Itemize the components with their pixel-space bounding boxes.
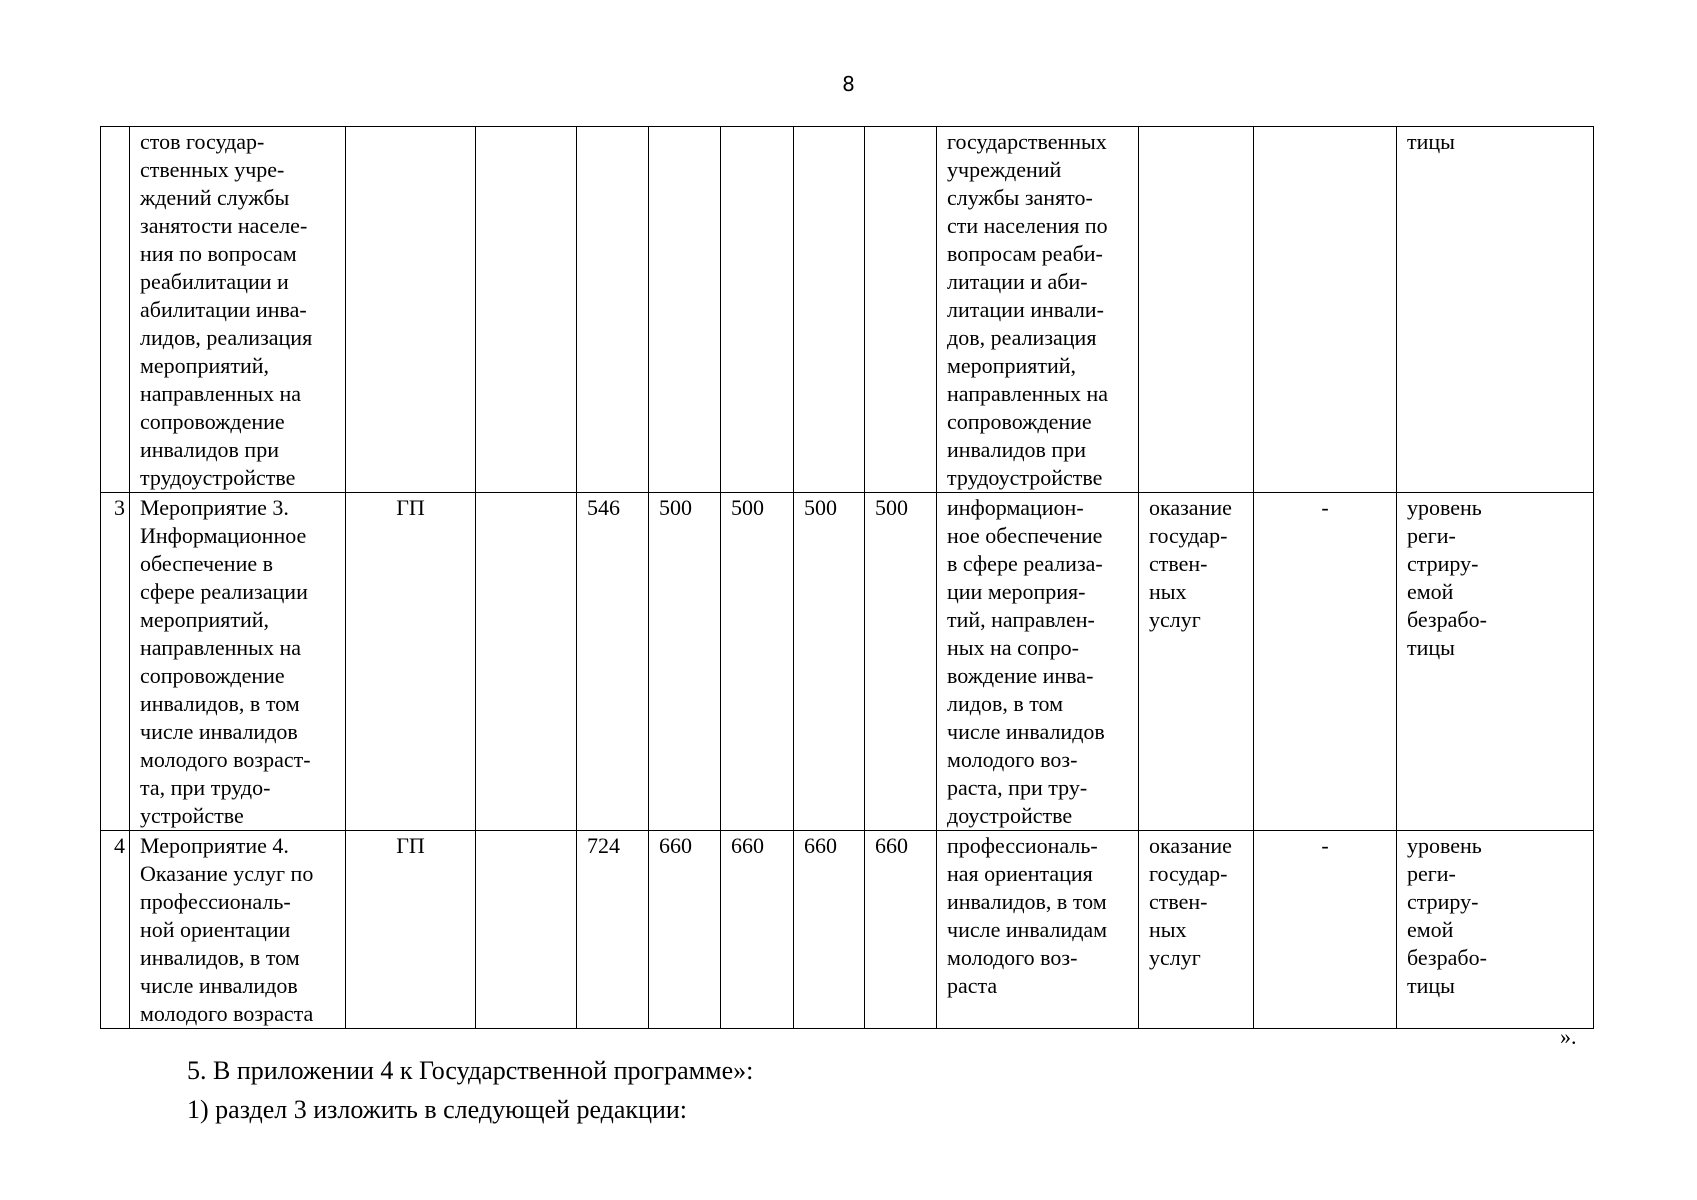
paragraph-item-5: 5. В приложении 4 к Государственной программе»: [187,1056,754,1085]
dash-cell: - [1254,493,1397,831]
indicator-cell: тицы [1397,127,1594,493]
value-cell: 500 [721,493,794,831]
value-cell: 660 [721,831,794,1029]
indicator-cell: уровень реги- стриру- емой безрабо- тицы [1397,493,1594,831]
executor-cell: ГП [346,493,476,831]
page-number: 8 [842,72,855,96]
activity-name-cell: Мероприятие 4. Оказание услуг по профессиональ- ной ориентации инвалидов, в том числе инвалидов молодого возраста [130,831,346,1029]
value-cell: 660 [794,831,865,1029]
dash-cell: - [1254,831,1397,1029]
result-cell: профессиональ- ная ориентация инвалидов, в том числе инвалидам молодого воз- раста [937,831,1139,1029]
closing-quote: ». [1560,1024,1577,1049]
activity-name-cell: стов государ- ственных учре- ждений службы занятости населе- ния по вопросам реабилитации и абилитации инва- лидов, реализация мероприятий, направленных на сопровождение инвалидов при трудоустройстве [130,127,346,493]
empty-cell [476,493,577,831]
value-cell [721,127,794,493]
empty-cell [476,831,577,1029]
executor-cell [346,127,476,493]
value-cell: 500 [794,493,865,831]
table-row [101,831,1594,1029]
paragraph-subitem-1: 1) раздел 3 изложить в следующей редакции: [187,1095,688,1124]
value-cell: 500 [865,493,937,831]
type-cell [1139,127,1254,493]
value-cell: 660 [649,831,721,1029]
dash-cell [1254,127,1397,493]
value-cell [794,127,865,493]
result-cell: информацион- ное обеспечение в сфере реализа- ции мероприя- тий, направлен- ных на сопро- вождение инва- лидов, в том числе инвалидов молодого воз- раста, при тру- доустройстве [937,493,1139,831]
value-cell: 660 [865,831,937,1029]
value-cell: 724 [577,831,649,1029]
value-cell: 546 [577,493,649,831]
type-cell: оказание государ- ствен- ных услуг [1139,831,1254,1029]
value-cell: 500 [649,493,721,831]
value-cell [865,127,937,493]
row-number-cell [101,127,130,493]
activity-name-cell: Мероприятие 3. Информационное обеспечение в сфере реализации мероприятий, направленных на сопровождение инвалидов, в том числе инвалидов молодого возраст- та, при трудо- устройстве [130,493,346,831]
type-cell: оказание государ- ствен- ных услуг [1139,493,1254,831]
row-number-cell: 3 [101,493,130,831]
indicator-cell: уровень реги- стриру- емой безрабо- тицы [1397,831,1594,1029]
row-number-cell: 4 [101,831,130,1029]
result-cell: государственных учреждений службы занято- сти населения по вопросам реаби- литации и аби- литации инвали- дов, реализация мероприятий, направленных на сопровождение инвалидов при трудоустройстве [937,127,1139,493]
executor-cell: ГП [346,831,476,1029]
empty-cell [476,127,577,493]
value-cell [577,127,649,493]
program-activities-table [100,126,1594,1029]
table-row [101,493,1594,831]
value-cell [649,127,721,493]
table-row [101,127,1594,493]
